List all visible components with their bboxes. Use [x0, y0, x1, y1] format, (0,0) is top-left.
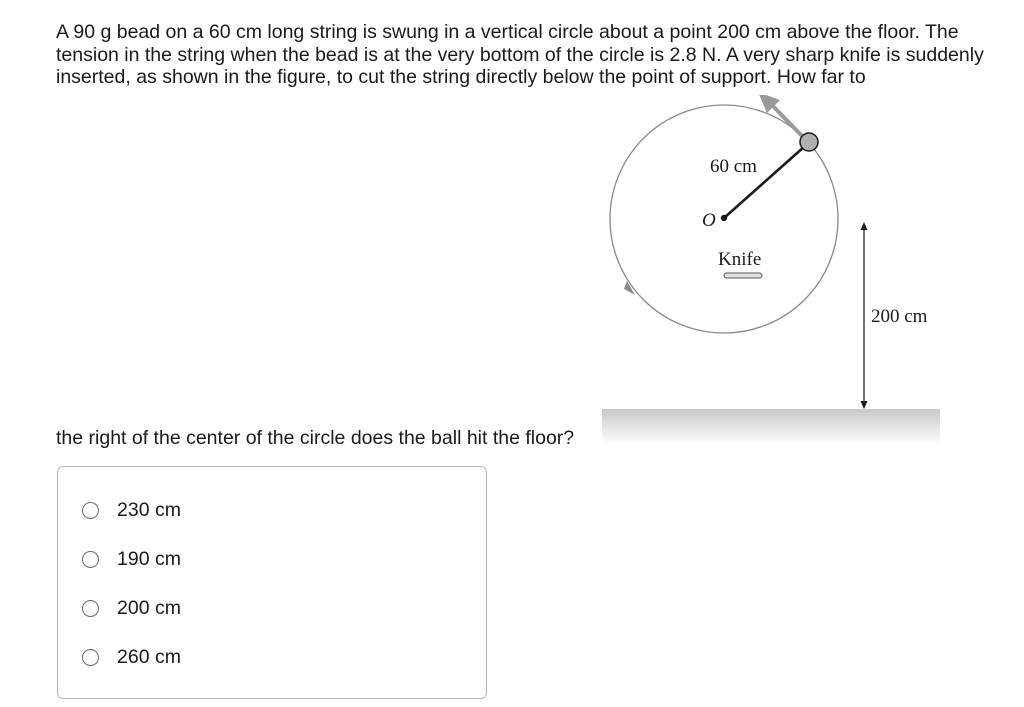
radio-button[interactable] — [82, 649, 99, 666]
option-label: 260 cm — [117, 645, 181, 668]
bead — [800, 133, 818, 151]
radio-button[interactable] — [82, 502, 99, 519]
option-3[interactable] — [82, 593, 181, 623]
radius-label: 60 cm — [710, 156, 757, 177]
radio-button[interactable] — [82, 600, 99, 617]
option-label: 230 cm — [117, 498, 181, 521]
option-label: 190 cm — [117, 547, 181, 570]
question-text: A 90 g bead on a 60 cm long string is swung in a vertical circle about a point 200 cm above the floor. The tension in the string when the bead is at the very bottom of the circle is 2.8 N. A very sharp knife is suddenly inserted, as shown in the figure, to cut the string directly below the point of support. How far to — [56, 21, 984, 88]
knife-icon — [724, 273, 762, 278]
option-2[interactable] — [82, 544, 181, 574]
center-label: O — [702, 210, 716, 231]
height-arrow-bottom — [861, 401, 868, 409]
question-continuation: the right of the center of the circle does the ball hit the floor? — [56, 427, 575, 449]
option-label: 200 cm — [117, 596, 181, 619]
floor — [602, 409, 940, 445]
radio-button[interactable] — [82, 551, 99, 568]
problem-figure — [600, 95, 945, 445]
height-label: 200 cm — [871, 306, 928, 327]
pivot-point — [721, 215, 727, 221]
figure-svg — [600, 95, 945, 445]
knife-label: Knife — [718, 249, 762, 270]
option-1[interactable] — [82, 495, 181, 525]
answer-options — [57, 466, 487, 699]
option-4[interactable] — [82, 642, 181, 672]
height-arrow-top — [861, 222, 868, 230]
